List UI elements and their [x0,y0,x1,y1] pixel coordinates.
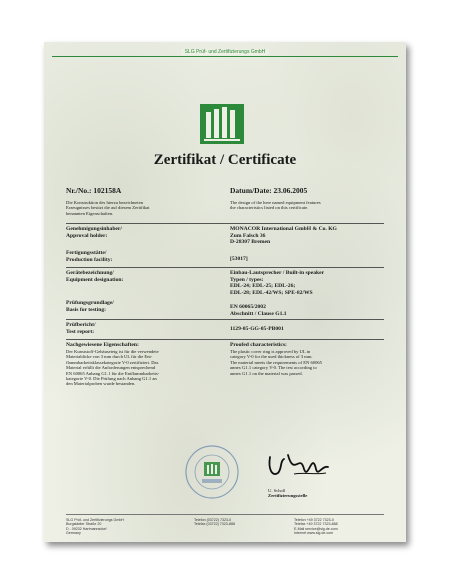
slg-logo-icon [200,104,244,144]
facility-label: Fertigungsstätte/ Production facility: [66,250,113,263]
holder-value: MONACOR International GmbH & Co. KG Zum Falsch 36 D-28307 Bremen [230,226,337,246]
characteristics-en: The plastic cover ring is approved by UL in category V-0 for the used thickness of 3 mm. The material meets the requirements of EN 60065 annex G1.1 category V-0. The test according to annex G1.1 on the material was passed. [230,349,322,376]
intro-en: The design of the here named equipment features the characteristics listed on this certificate. [230,200,321,211]
characteristics-de: Der Kunststoff-Gehäuseteig ist für die verwendete Materialdicke von 3 mm durch UL für die Ent- flammbarkeitsklassekategorie V-0 zertifiziert. Das Material erfüllt die Anforderungen entsprechend EN 60065 Anhang G1.1 für die Entflammbarkeits- kategorie V-0. Die Prüfung nach Anhang G1.1 an den Materialproben wurde bestanden. [66,349,160,387]
facility-value: [53017] [230,256,248,262]
divider [66,339,384,340]
intro-de: Die Konstruktion des hierzu bezeichneten Erzeugnisses besitzt die auf diesem Zertifikat benannten Eigenschaften. [66,200,150,216]
footer-contact: Telefon +49 3722 7323-0 Telefax +49 3722 7323-888 E-Mail service@slg.de.com Internet www.slg.de.com [294,518,338,536]
certificate-title: Zertifikat / Certificate [153,152,297,168]
signatory: U. Scholl Zertifizierungsstelle [268,488,308,499]
divider [66,267,384,268]
equipment-value: Einbau-Lautsprecher / Built-in speaker Typen / types: EDL-24; EDL-25; EDL-26; EDL-28; EDL-42/WS; SPE-82/WS [230,270,325,296]
divider [66,223,384,224]
header-rule [52,56,398,57]
certificate-number: Nr./No.: 102158A [66,186,122,195]
company-name: SLG Prüf- und Zertifizierungs GmbH [44,49,406,55]
characteristics-label-en: Proofed characteristics: [230,342,287,348]
characteristics-label-de: Nachgewiesene Eigenschaften: [66,342,139,348]
certificate-paper [44,42,406,542]
basis-value: EN 60065/2002 Abschnitt / Clause G1.1 [230,304,287,317]
divider [66,319,384,320]
seal-stamp-icon [184,444,240,500]
report-label: Prüfbericht/ Test report: [66,322,96,335]
footer-address: SLG Prüf- und Zertifizierungs GmbH Burgstädter Straße 20 D - 09232 Hartmannsdorf Germany [66,518,124,536]
report-value: 1129-05-GG-05-PB001 [230,326,284,332]
certificate-date: Datum/Date: 23.06.2005 [230,186,308,195]
footer-phone-de: Telefon (03722) 7323-0 Telefax (03722) 7323-888 [194,518,235,527]
footer-rule [66,514,384,515]
holder-label: Genehmigungsinhaber/ Approval holder: [66,226,122,239]
basis-label: Prüfungsgrundlage/ Basis for testing: [66,300,114,313]
equipment-label: Gerätebezeichnung/ Equipment designation: [66,270,124,283]
signature-icon [264,447,334,485]
